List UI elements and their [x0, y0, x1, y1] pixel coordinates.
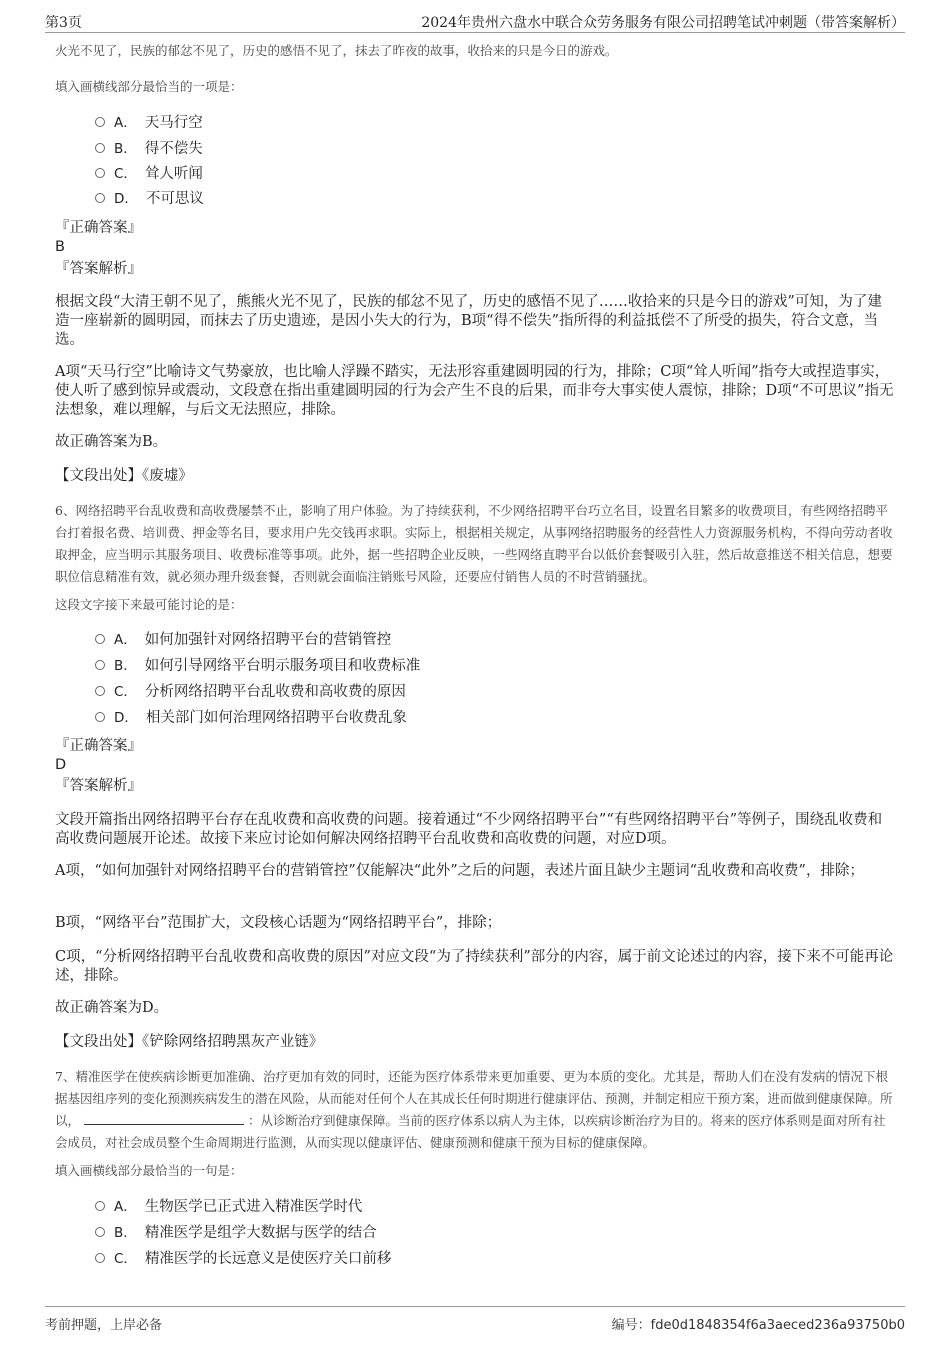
document-code: 编号：fde0d1848354f6a3aeced236a93750b0	[611, 1318, 905, 1333]
q7-prompt: 填入画横线部分最恰当的一句是：	[55, 1163, 243, 1178]
answer-blank	[84, 1112, 244, 1125]
q6-analysis-para-5: 故正确答案为D。	[55, 1000, 169, 1016]
radio-icon[interactable]	[95, 1227, 105, 1237]
q5-answer-label: 『正确答案』	[55, 220, 142, 236]
q5-analysis-para-3: 故正确答案为B。	[55, 434, 168, 450]
q7-option-a[interactable]: A． 生物医学已正式进入精准医学时代	[95, 1197, 362, 1217]
q6-source: 【文段出处】《铲除网络招聘黑灰产业链》	[55, 1034, 324, 1050]
q6-analysis-para-4: C项，“分析网络招聘平台乱收费和高收费的原因”对应文段“为了持续获利”部分的内容，属于前文论述过的内容，接下来不可能再论述，排除。	[55, 949, 894, 984]
footer-slogan: 考前押题，上岸必备	[45, 1318, 163, 1333]
q6-analysis-label: 『答案解析』	[55, 778, 142, 794]
q5-prompt: 填入画横线部分最恰当的一项是：	[55, 79, 243, 94]
radio-icon[interactable]	[95, 117, 105, 127]
radio-icon[interactable]	[95, 686, 105, 696]
q5-analysis-para-2: A项“天马行空”比喻诗文气势豪放，也比喻人浮躁不踏实，无法形容重建圆明园的行为，排除；C项“耸人听闻”指夸大或捏造事实，使人听了感到惊异或震动，文段意在指出重建圆明园的行为会产生不良的后果，而非夸大事实使人震惊，排除；D项“不可思议”指无法想象，难以理解，与后文无法照应，排除。	[55, 364, 894, 418]
q5-answer: B	[55, 239, 65, 255]
q6-analysis-para-2: A项，“如何加强针对网络招聘平台的营销管控”仅能解决“此外”之后的问题，表述片面且缺少主题词“乱收费和高收费”，排除；	[55, 863, 864, 879]
radio-icon[interactable]	[95, 660, 105, 670]
page-footer	[45, 1306, 905, 1331]
radio-icon[interactable]	[95, 712, 105, 722]
q5-option-b[interactable]: B． 得不偿失	[95, 139, 203, 159]
q6-analysis-para-1: 文段开篇指出网络招聘平台存在乱收费和高收费的问题。接着通过“不少网络招聘平台”“有些网络招聘平台”等例子，围绕乱收费和高收费问题展开论述。故接下来应讨论如何解决网络招聘平台乱收费和高收费的问题，对应D项。	[55, 812, 883, 847]
radio-icon[interactable]	[95, 1253, 105, 1263]
page-header	[45, 10, 905, 33]
q6-option-d[interactable]: D． 相关部门如何治理网络招聘平台收费乱象	[95, 708, 407, 728]
radio-icon[interactable]	[95, 193, 105, 203]
q5-analysis-para-1: 根据文段“大清王朝不见了，熊熊火光不见了，民族的郁忿不见了，历史的感悟不见了……收拾来的只是今日的游戏”可知，为了建造一座崭新的圆明园，而抹去了历史遗迹，是因小失大的行为，B项“得不偿失”指所得的利益抵偿不了所受的损失，符合文意，当选。	[55, 294, 882, 348]
q7-passage: 7、精准医学在使疾病诊断更加准确、治疗更加有效的同时，还能为医疗体系带来更加重要、更为本质的变化。尤其是，帮助人们在没有发病的情况下根据基因组序列的变化预测疾病发生的潜在风险，从而能对任何个人在其成长任何时期进行健康评估、预测，并制定相应干预方案，进而做到健康保障。所以， ：从诊断治疗到健康保障。当前的医疗体系以病人为主体，以疾病诊断治疗为目的。将来的医疗体系则是面对所有社会成员，对社会成员整个生命周期进行监测，从而实现以健康评估、健康预测和健康干预为目标的健康保障。	[55, 1069, 893, 1150]
radio-icon[interactable]	[95, 634, 105, 644]
q6-option-b[interactable]: B． 如何引导网络平台明示服务项目和收费标准	[95, 656, 420, 676]
q5-option-c[interactable]: C． 耸人听闻	[95, 164, 203, 184]
q5-source: 【文段出处】《废墟》	[55, 468, 193, 484]
document-title: 2024年贵州六盘水中联合众劳务服务有限公司招聘笔试冲刺题（带答案解析）	[421, 15, 905, 31]
q7-option-c[interactable]: C． 精准医学的长远意义是使医疗关口前移	[95, 1249, 391, 1269]
q5-analysis-label: 『答案解析』	[55, 261, 142, 277]
q6-prompt: 这段文字接下来最可能讨论的是：	[55, 597, 243, 612]
q6-passage: 6、网络招聘平台乱收费和高收费屡禁不止，影响了用户体验。为了持续获利，不少网络招聘平台巧立名目，设置名目繁多的收费项目，有些网络招聘平台打着报名费、培训费、押金等名目，要求用户先交钱再求职。实际上，根据相关规定，从事网络招聘服务的经营性人力资源服务机构，不得向劳动者收取押金，应当明示其服务项目、收费标准等事项。此外，据一些招聘企业反映，一些网络直聘平台以低价套餐吸引入驻，然后故意推送不相关信息，想要职位信息精准有效，就必须办理升级套餐，否则就会面临注销账号风险，还要应付销售人员的不时营销骚扰。	[55, 503, 893, 584]
q6-option-c[interactable]: C． 分析网络招聘平台乱收费和高收费的原因	[95, 682, 406, 702]
q5-option-d[interactable]: D． 不可思议	[95, 189, 204, 209]
q6-option-a[interactable]: A． 如何加强针对网络招聘平台的营销管控	[95, 630, 391, 650]
q6-analysis-para-3: B项，“网络平台”范围扩大，文段核心话题为“网络招聘平台”，排除；	[55, 915, 502, 931]
q6-answer-label: 『正确答案』	[55, 738, 142, 754]
q5-passage-end: 火光不见了，民族的郁忿不见了，历史的感悟不见了，抹去了昨夜的故事，收拾来的只是今日的游戏。	[55, 43, 618, 58]
radio-icon[interactable]	[95, 143, 105, 153]
radio-icon[interactable]	[95, 168, 105, 178]
q6-answer: D	[55, 757, 67, 773]
radio-icon[interactable]	[95, 1201, 105, 1211]
q5-option-a[interactable]: A． 天马行空	[95, 113, 203, 133]
page-number: 第3页	[45, 15, 82, 31]
q7-option-b[interactable]: B． 精准医学是组学大数据与医学的结合	[95, 1223, 377, 1243]
